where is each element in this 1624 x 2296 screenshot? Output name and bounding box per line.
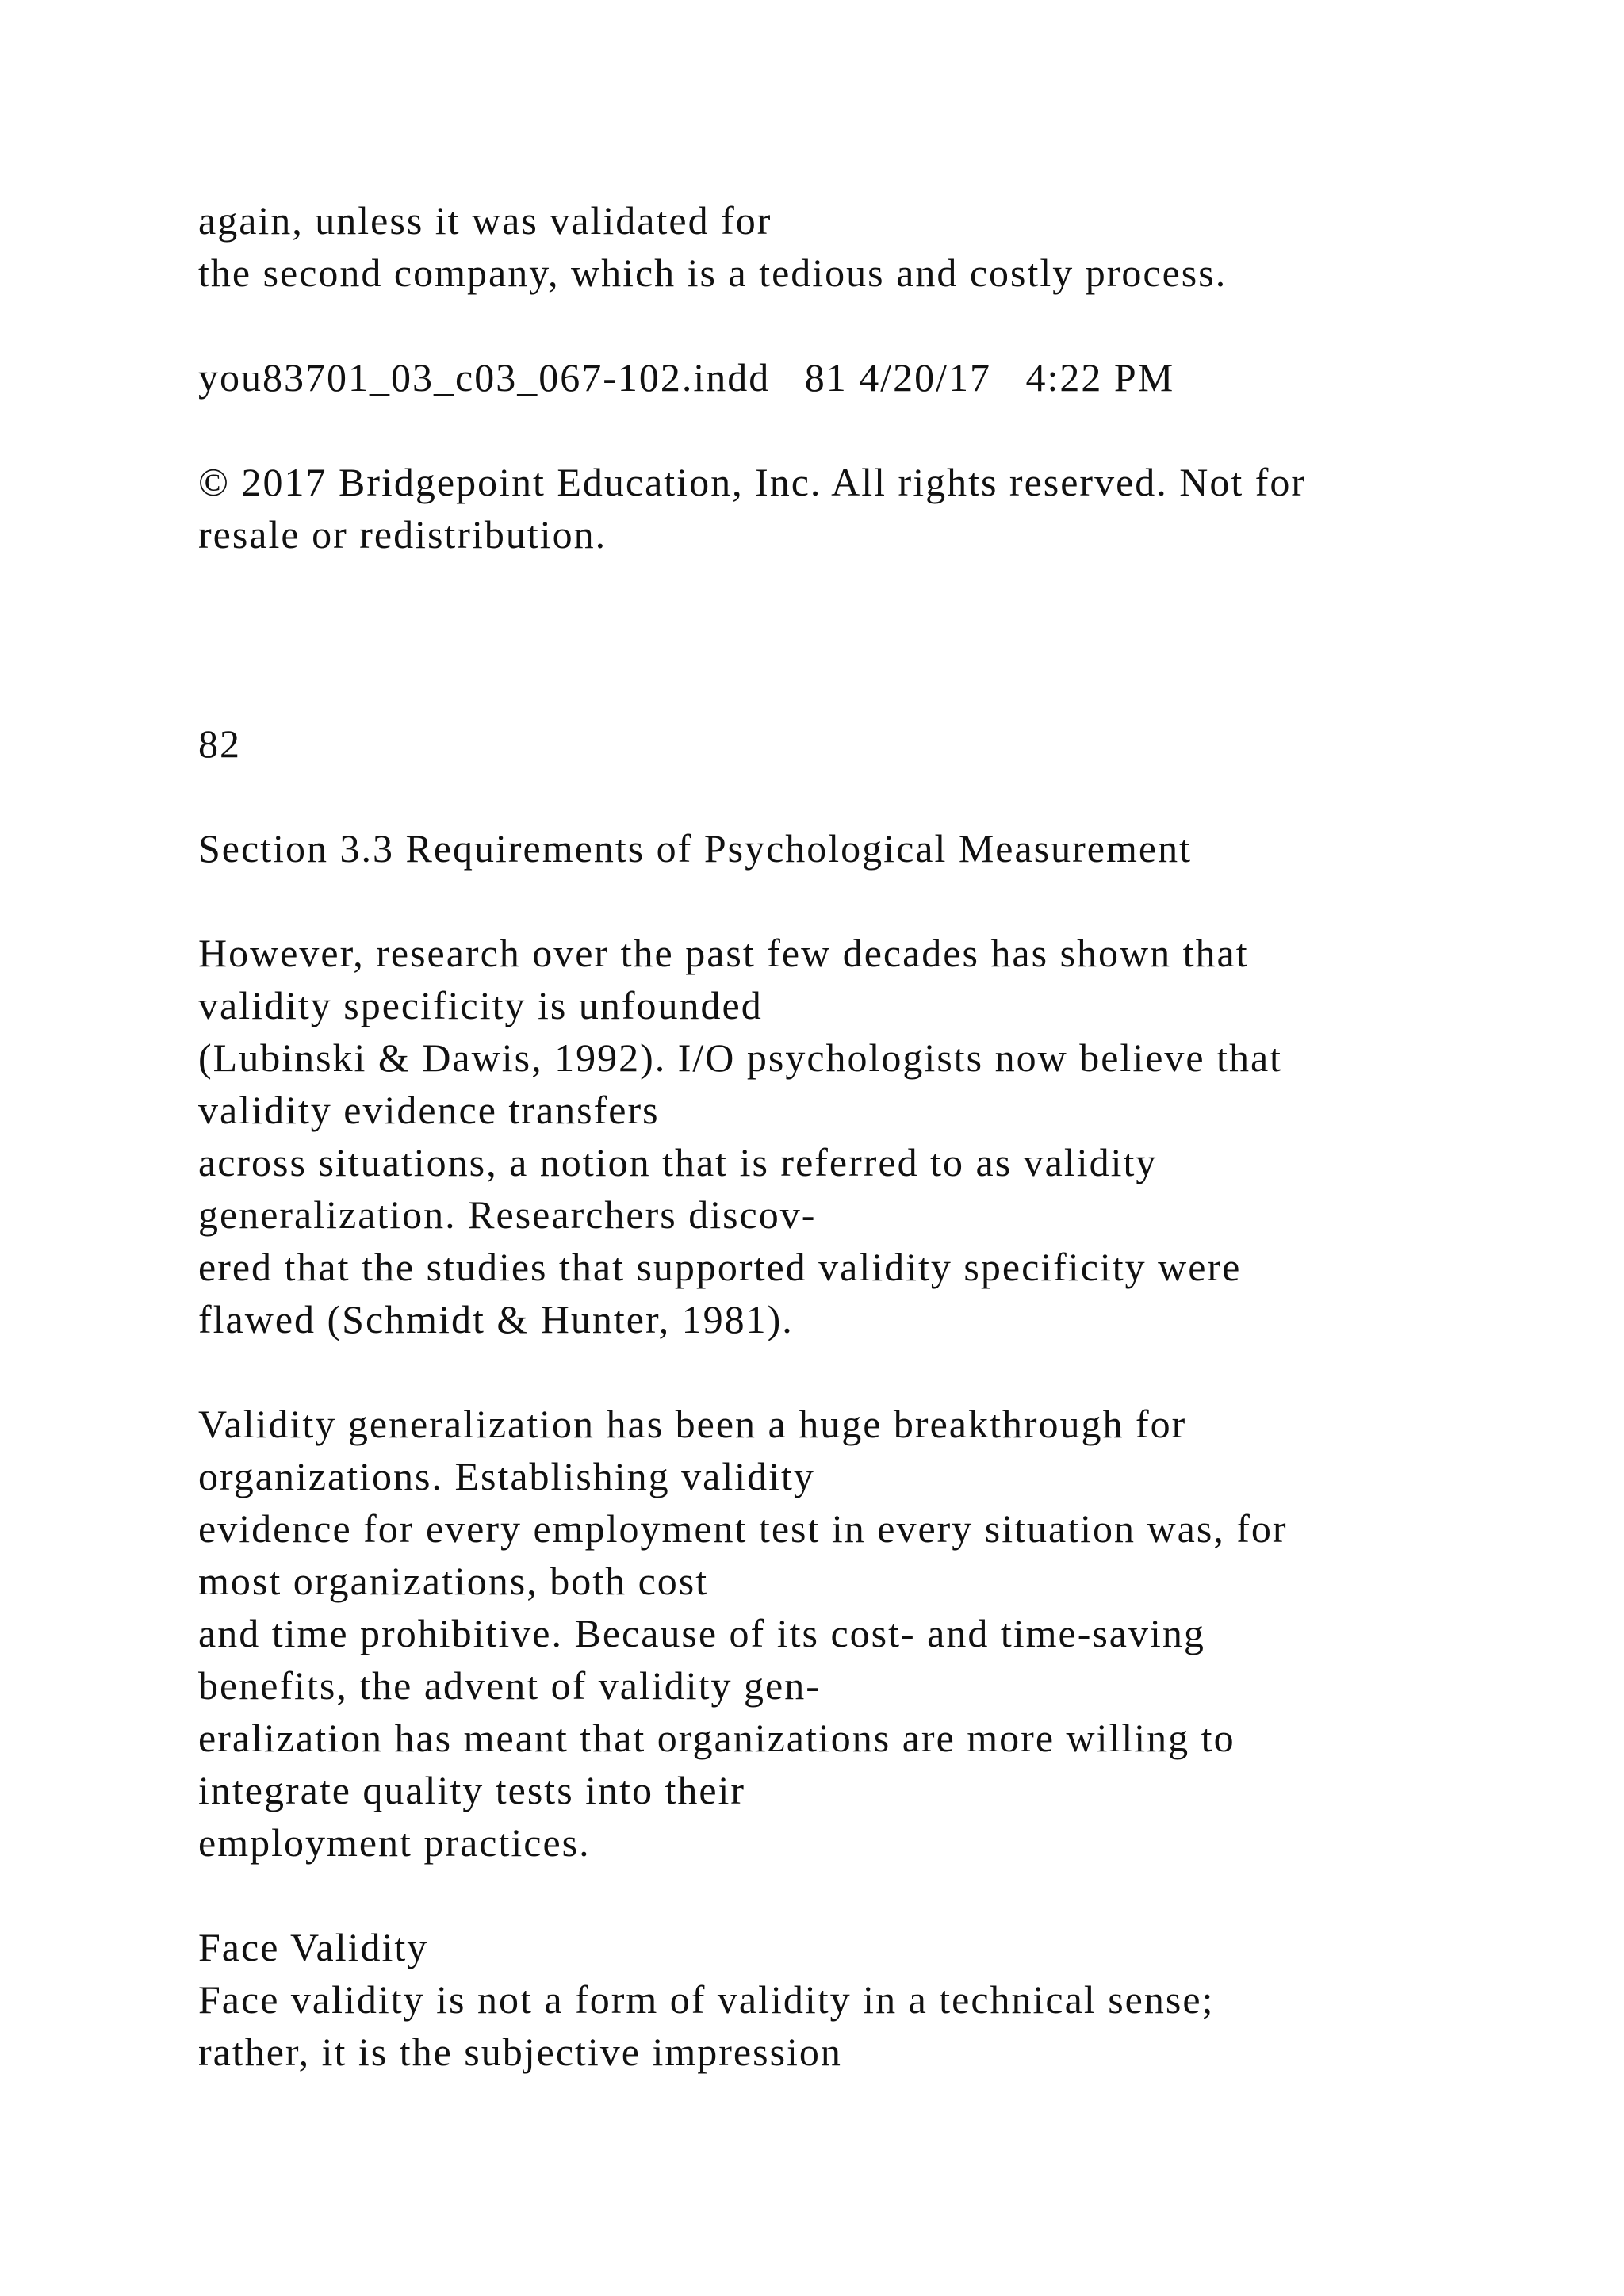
text-line: benefits, the advent of validity gen-	[198, 1663, 821, 1708]
continuation-text	[198, 194, 1546, 299]
text-line: eralization has meant that organizations are more willing to	[198, 1716, 1235, 1760]
text-line: organizations. Establishing validity	[198, 1454, 815, 1498]
subheading: Face Validity	[198, 1925, 429, 1969]
text-line: most organizations, both cost	[198, 1559, 709, 1603]
face-validity-section	[198, 1921, 1546, 2078]
text-line: flawed (Schmidt & Hunter, 1981).	[198, 1297, 794, 1341]
paragraph-validity-generalization	[198, 927, 1546, 1345]
text-line: Section 3.3 Requirements of Psychological Measurement	[198, 826, 1192, 871]
document-page	[198, 194, 1546, 2130]
text-line: employment practices.	[198, 1820, 591, 1865]
text-line: validity evidence transfers	[198, 1088, 660, 1132]
text-line: 82	[198, 721, 241, 766]
text-line: Face validity is not a form of validity in a technical sense;	[198, 1977, 1215, 2022]
text-line: the second company, which is a tedious and costly process.	[198, 251, 1228, 295]
text-line: rather, it is the subjective impression	[198, 2030, 842, 2074]
text-line: and time prohibitive. Because of its cost- and time-saving	[198, 1611, 1205, 1655]
page-number	[198, 718, 1546, 770]
text-line: resale or redistribution.	[198, 512, 607, 557]
text-line: © 2017 Bridgepoint Education, Inc. All rights reserved. Not for	[198, 460, 1307, 504]
text-line: (Lubinski & Dawis, 1992). I/O psychologists now believe that	[198, 1035, 1283, 1080]
text-line: However, research over the past few decades has shown that	[198, 931, 1249, 975]
text-line: validity specificity is unfounded	[198, 983, 763, 1027]
section-heading	[198, 822, 1546, 874]
text-line: ered that the studies that supported validity specificity were	[198, 1245, 1242, 1289]
text-line: Validity generalization has been a huge breakthrough for	[198, 1402, 1187, 1446]
paragraph-breakthrough	[198, 1398, 1546, 1869]
text-line: evidence for every employment test in every situation was, for	[198, 1506, 1288, 1551]
text-line: generalization. Researchers discov-	[198, 1192, 817, 1237]
text-line: integrate quality tests into their	[198, 1768, 746, 1812]
slug-line	[198, 351, 1546, 404]
copyright-notice	[198, 456, 1546, 561]
text-line: across situations, a notion that is referred to as validity	[198, 1140, 1158, 1184]
text-line: you83701_03_c03_067-102.indd 81 4/20/17 4:22 PM	[198, 355, 1175, 400]
text-line: again, unless it was validated for	[198, 198, 772, 243]
